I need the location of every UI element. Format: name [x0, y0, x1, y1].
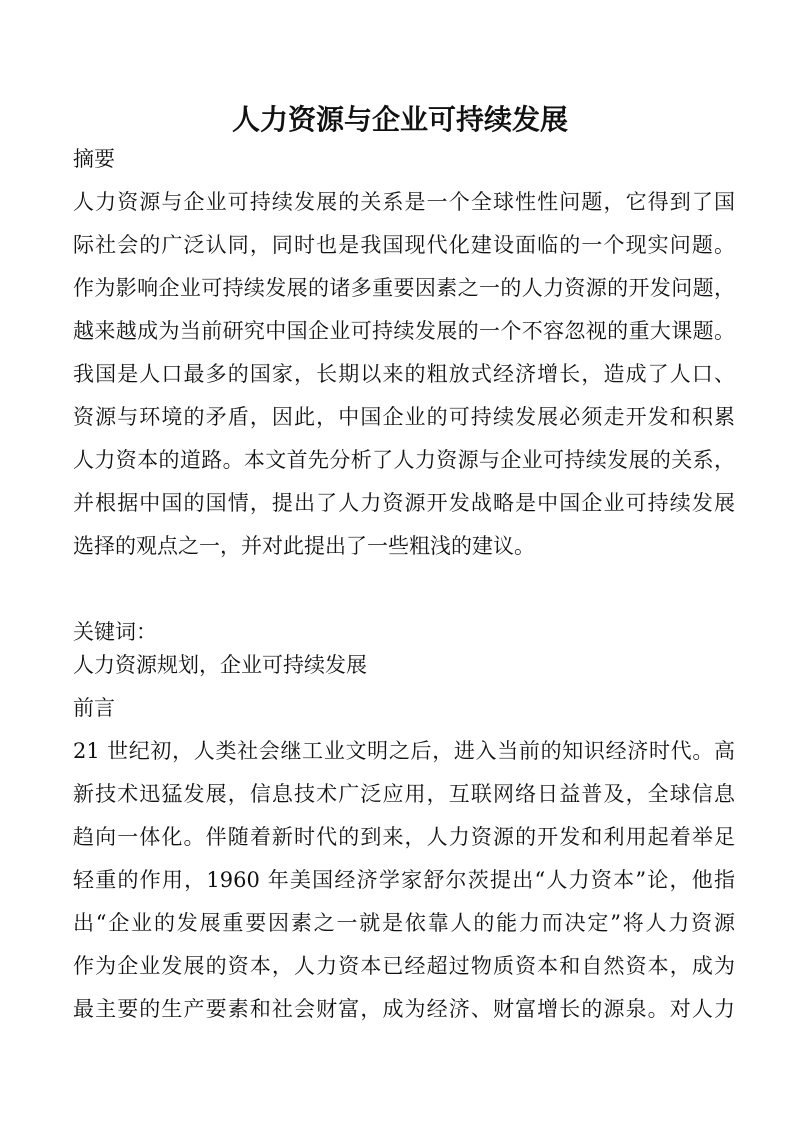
text-line: 新技术迅猛发展，信息技术广泛应用，互联网络日益普及，全球信息 [73, 782, 735, 806]
abstract-paragraph [73, 181, 735, 568]
text-line: 资源与环境的矛盾，因此，中国企业的可持续发展必须走开发和积累 [73, 405, 735, 429]
preface-paragraph [73, 730, 735, 1031]
text-line: 趋向一体化。伴随着新时代的到来，人力资源的开发和利用起着举足 [73, 825, 735, 849]
spacer [73, 568, 735, 611]
keywords-value: 人力资源规划，企业可持续发展 [73, 653, 367, 677]
text-line: 人力资源与企业可持续发展的关系是一个全球性性问题，它得到了国 [73, 190, 735, 214]
text-line: 作为企业发展的资本，人力资本已经超过物质资本和自然资本，成为 [73, 954, 735, 978]
text-line: 我国是人口最多的国家，长期以来的粗放式经济增长，造成了人口、 [73, 362, 735, 386]
keywords-heading: 关键词： [73, 620, 157, 644]
text-line: 出“企业的发展重要因素之一就是依靠人的能力而决定”将人力资源 [73, 911, 735, 935]
text-line: 越来越成为当前研究中国企业可持续发展的一个不容忽视的重大课题。 [73, 319, 735, 343]
text-line: 作为影响企业可持续发展的诸多重要因素之一的人力资源的开发问题， [73, 276, 735, 300]
abstract-heading: 摘要 [73, 147, 115, 171]
text-line: 人力资本的道路。本文首先分析了人力资源与企业可持续发展的关系， [73, 448, 735, 472]
text-line: 最主要的生产要素和社会财富，成为经济、财富增长的源泉。对人力 [73, 997, 735, 1021]
preface-heading: 前言 [73, 696, 115, 720]
text-line: 际社会的广泛认同，同时也是我国现代化建设面临的一个现实问题。 [73, 233, 735, 257]
document-body [73, 138, 735, 1031]
text-line: 轻重的作用，1960 年美国经济学家舒尔茨提出“人力资本”论，他指 [73, 868, 735, 892]
text-line: 21 世纪初，人类社会继工业文明之后，进入当前的知识经济时代。高 [73, 739, 735, 763]
text-line: 并根据中国的国情，提出了人力资源开发战略是中国企业可持续发展 [73, 491, 735, 515]
document-title: 人力资源与企业可持续发展 [231, 103, 568, 136]
text-line: 选择的观点之一，并对此提出了一些粗浅的建议。 [73, 534, 535, 558]
